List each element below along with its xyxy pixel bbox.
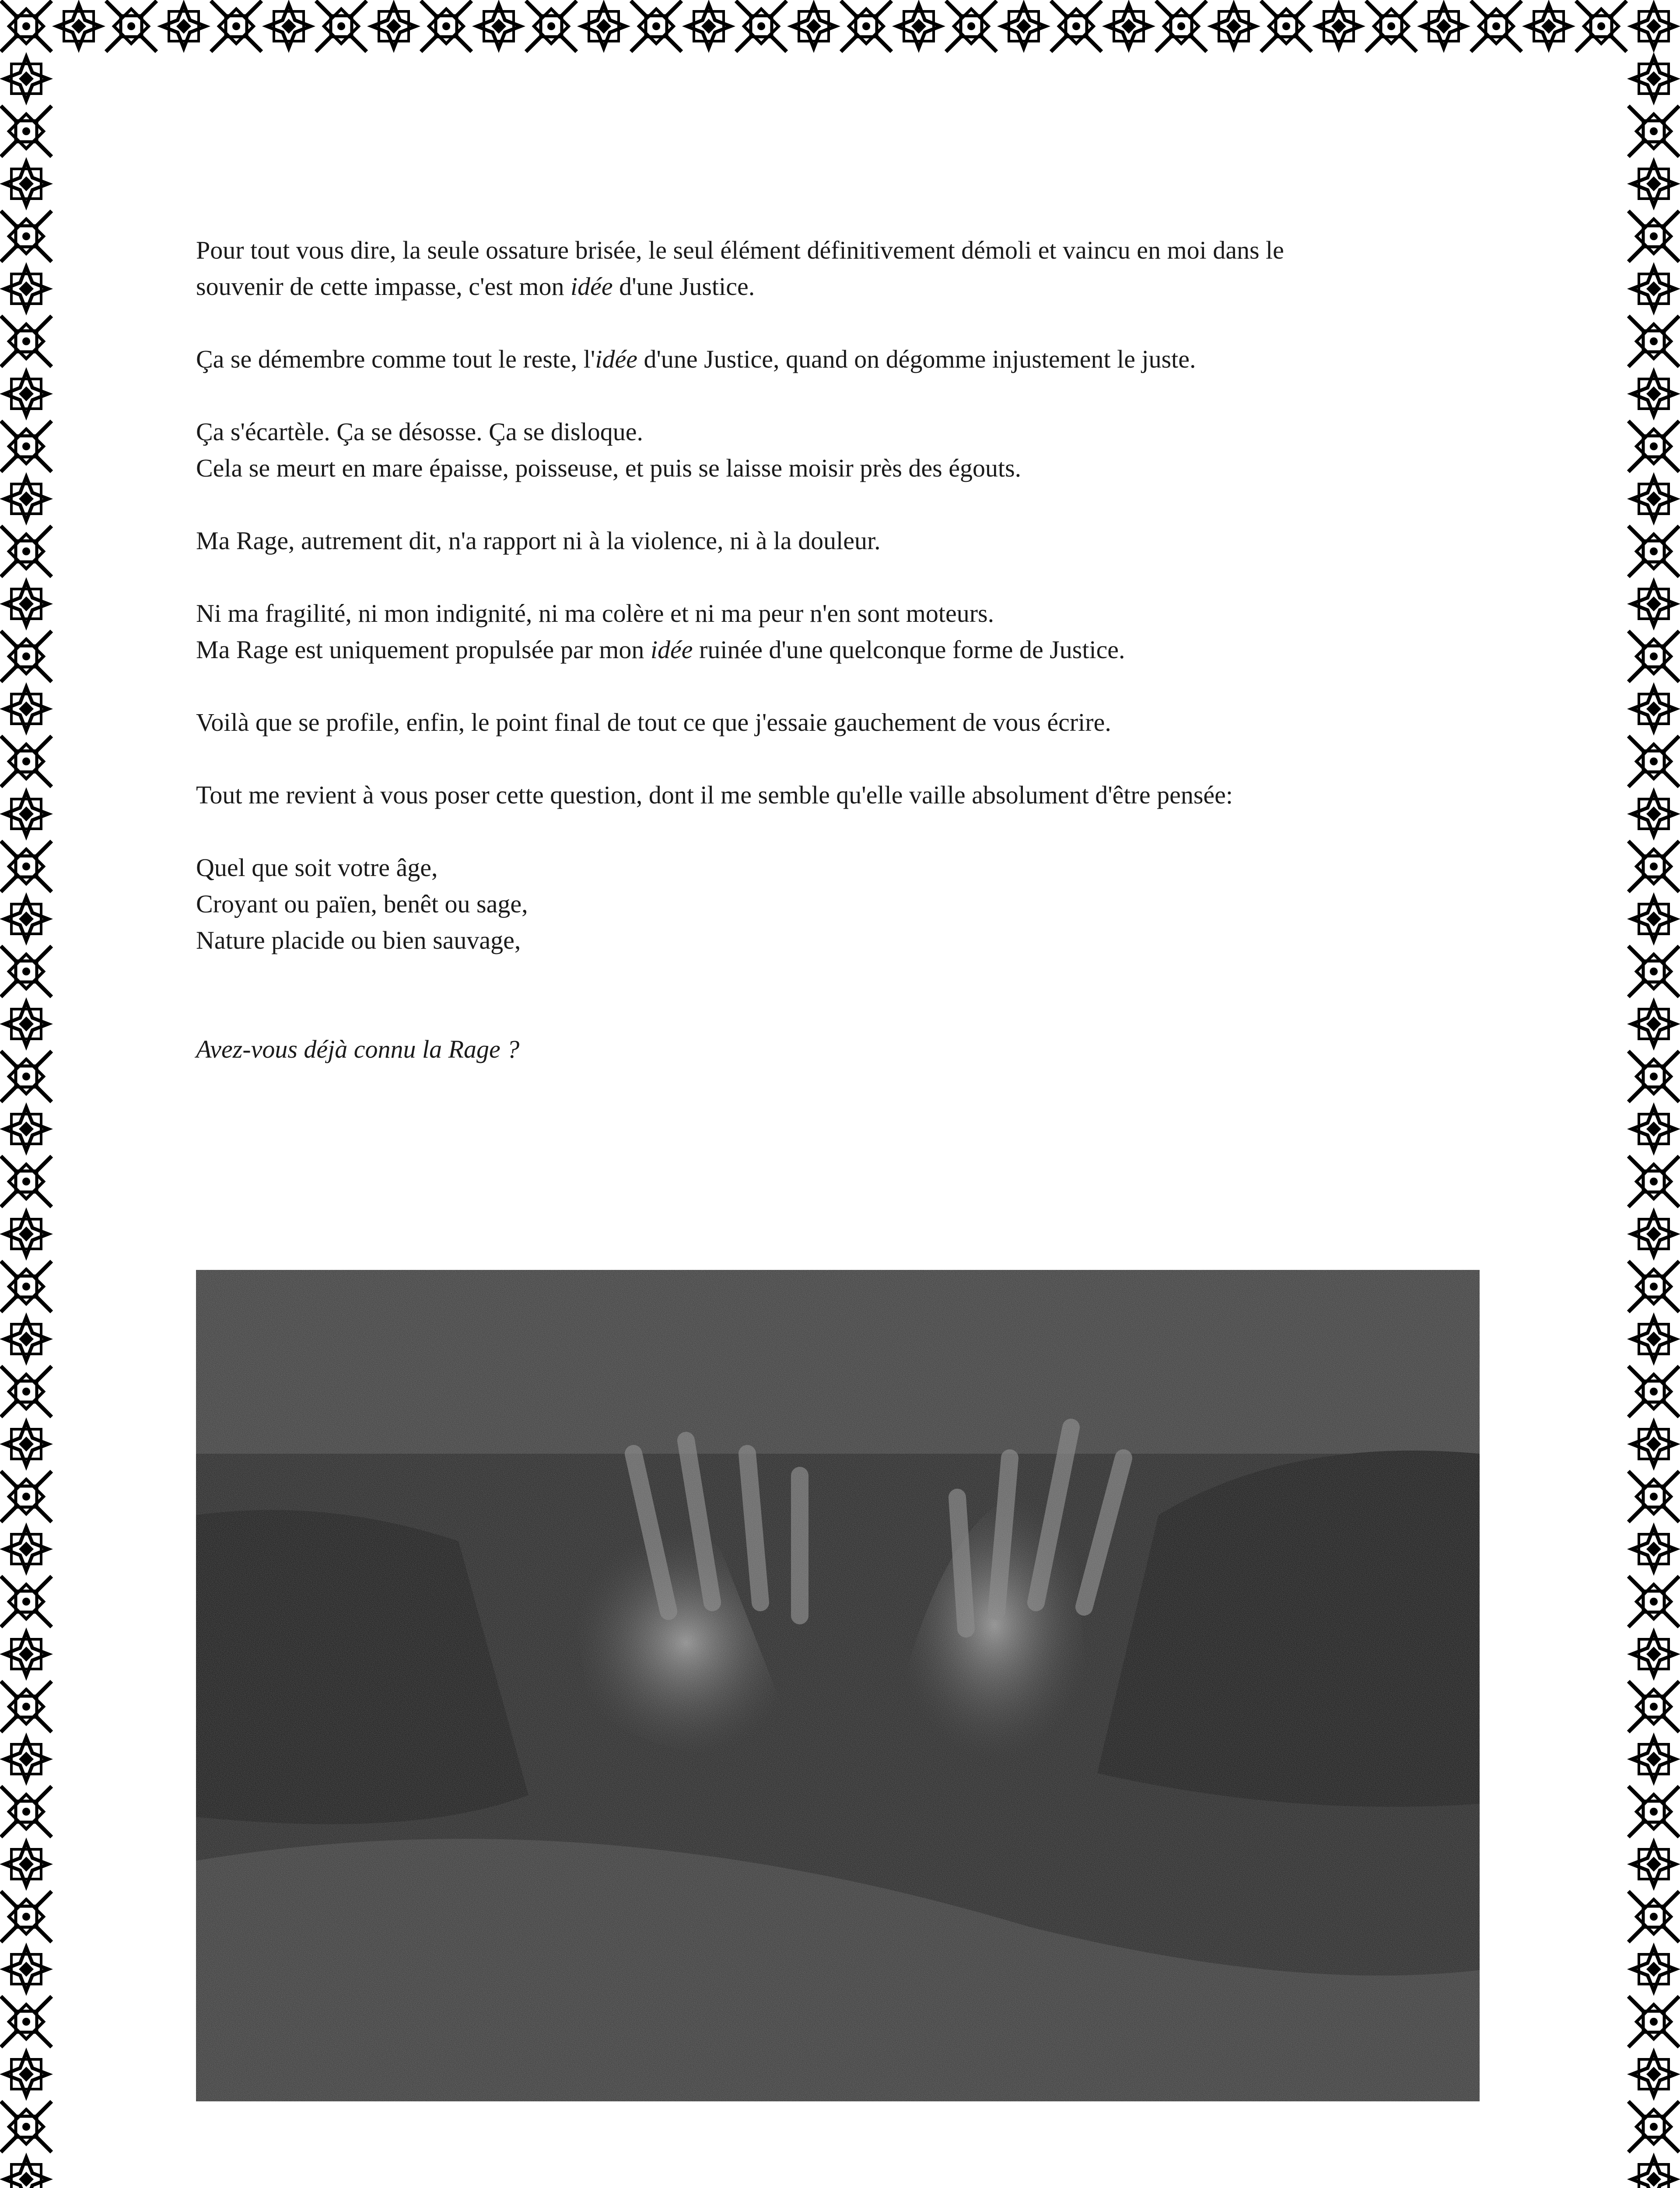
- paragraph-line: [196, 268, 1508, 305]
- body-text: Pour tout vous dire, la seule ossature brisée, le seul élément définitivement démoli et vaincu en moi dans le: [196, 236, 1284, 264]
- hands-photo: [196, 1270, 1480, 2101]
- body-text: Ma Rage est uniquement propulsée par mon: [196, 635, 651, 664]
- stanza-line: Nature placide ou bien sauvage,: [196, 926, 521, 954]
- emphasis-text: idée: [595, 345, 637, 373]
- paragraph-line: [196, 704, 1508, 740]
- paragraph-line: [196, 631, 1508, 668]
- emphasis-text: idée: [650, 635, 693, 664]
- stanza-line: Quel que soit votre âge,: [196, 853, 438, 882]
- body-text: d'une Justice.: [612, 272, 755, 301]
- paragraph-line: [196, 414, 1508, 450]
- paragraph-list: [196, 232, 1508, 813]
- paragraph-line: [196, 450, 1508, 486]
- stanza-line: Croyant ou païen, benêt ou sage,: [196, 890, 528, 918]
- emphasis-text: idée: [570, 272, 613, 301]
- paragraph-line: [196, 777, 1508, 813]
- text-body: [196, 232, 1508, 1067]
- body-text: ruinée d'une quelconque forme de Justice.: [693, 635, 1125, 664]
- body-text: souvenir de cette impasse, c'est mon: [196, 272, 571, 301]
- paragraph-line: [196, 522, 1508, 559]
- closing-question: Avez-vous déjà connu la Rage ?: [196, 1035, 520, 1063]
- body-text: Ça se démembre comme tout le reste, l': [196, 345, 595, 373]
- paragraph-line: [196, 595, 1508, 631]
- body-text: Ma Rage, autrement dit, n'a rapport ni à la violence, ni à la douleur.: [196, 526, 881, 555]
- body-text: Voilà que se profile, enfin, le point final de tout ce que j'essaie gauchement de vous écrire.: [196, 708, 1111, 736]
- paragraph: [196, 414, 1508, 486]
- poem-stanza: [196, 849, 1508, 958]
- paragraph: [196, 522, 1508, 559]
- body-text: Tout me revient à vous poser cette question, dont il me semble qu'elle vaille absolument d'être pensée:: [196, 781, 1233, 809]
- paragraph: [196, 704, 1508, 740]
- paragraph: [196, 595, 1508, 668]
- paragraph: [196, 777, 1508, 813]
- body-text: Ça s'écartèle. Ça se désosse. Ça se disloque.: [196, 417, 643, 446]
- paragraph: [196, 232, 1508, 305]
- paragraph: [196, 341, 1508, 377]
- paragraph-line: [196, 232, 1508, 268]
- body-text: d'une Justice, quand on dégomme injustement le juste.: [637, 345, 1196, 373]
- paragraph-line: [196, 341, 1508, 377]
- body-text: Cela se meurt en mare épaisse, poisseuse, et puis se laisse moisir près des égouts.: [196, 454, 1022, 482]
- body-text: Ni ma fragilité, ni mon indignité, ni ma colère et ni ma peur n'en sont moteurs.: [196, 599, 994, 628]
